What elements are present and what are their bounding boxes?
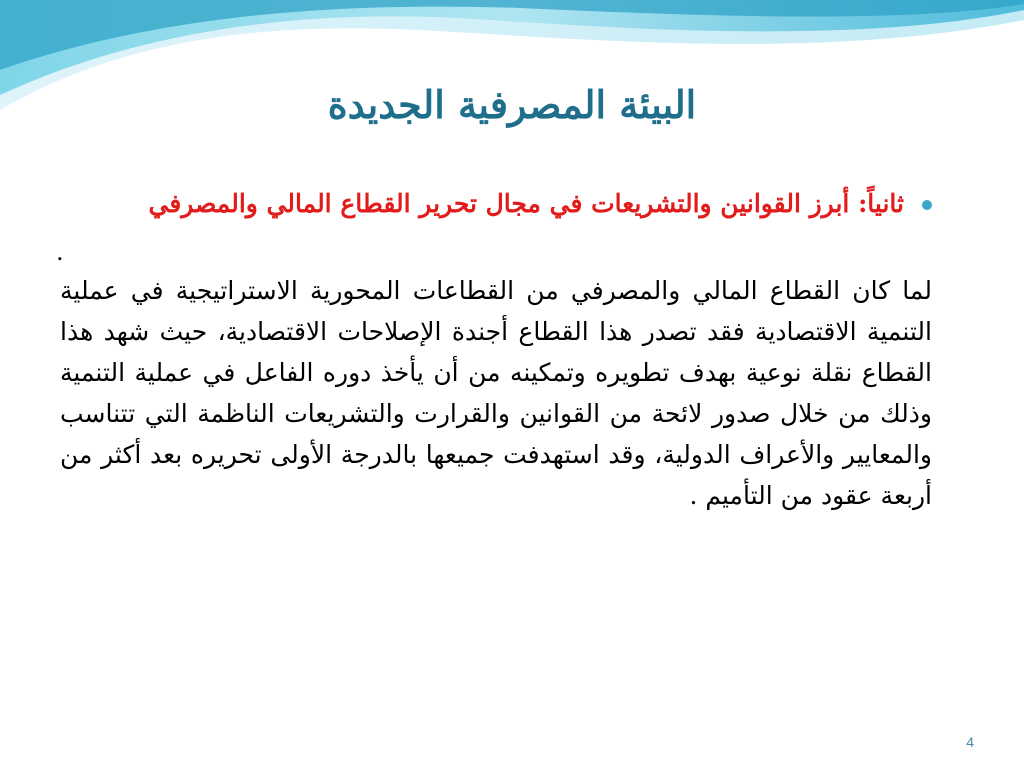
slide-title: البيئة المصرفية الجديدة xyxy=(327,82,697,127)
body-paragraph: لما كان القطاع المالي والمصرفي من القطاعات المحورية الاستراتيجية في عملية التنمية الاقتصادية فقد تصدر هذا القطاع أجندة الإصلاحات الاقتصادية، حيث شهد هذا القطاع نقلة نوعية بهدف تطويره وتمكينه من أن يأخذ دوره الفاعل في عملية التنمية وذلك من خلال صدور لائحة من القوانين والقرارت والتشريعات الناظمة التي تتناسب والمعايير والأعراف الدولية، وقد استهدفت جميعها بالدرجة الأولى تحريره بعد أكثر من أربعة عقود من التأميم . xyxy=(60,276,932,510)
bullet-dot-icon xyxy=(922,200,932,210)
page-number: 4 xyxy=(966,734,974,750)
bullet-heading-row xyxy=(60,182,932,226)
slide-content xyxy=(56,182,932,516)
stray-dot: . xyxy=(56,238,64,266)
bullet-heading: ثانياً: أبرز القوانين والتشريعات في مجال تحرير القطاع المالي والمصرفي xyxy=(148,189,904,218)
